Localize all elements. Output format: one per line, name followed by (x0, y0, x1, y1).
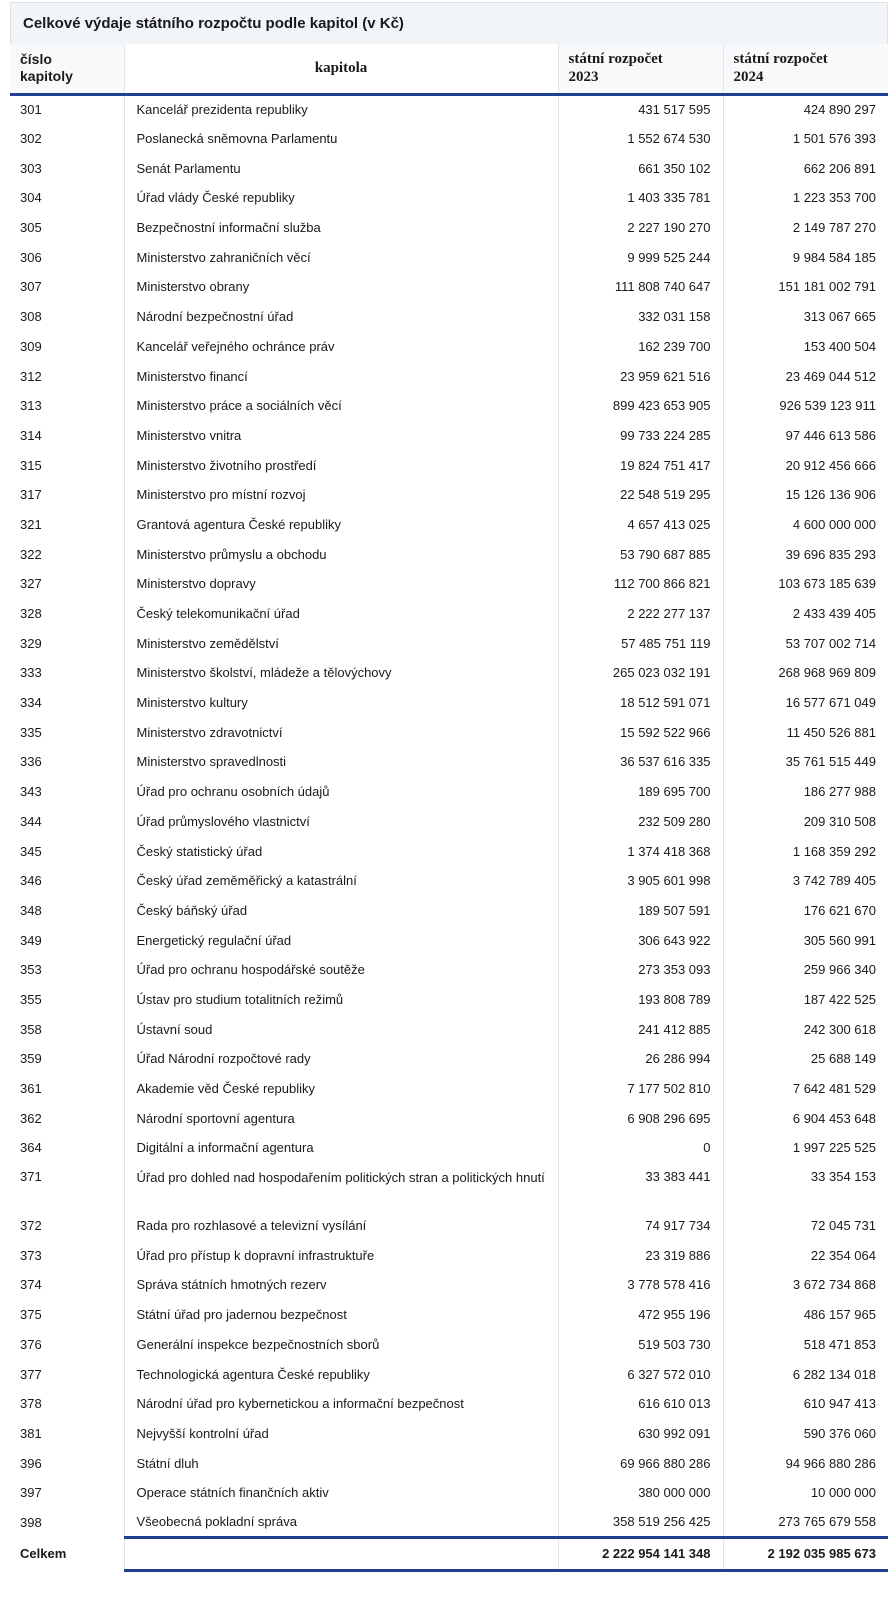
budget-2023-cell: 358 519 256 425 (558, 1508, 723, 1538)
chapter-number-cell: 349 (20, 932, 42, 948)
budget-2024-cell: 209 310 508 (723, 807, 888, 837)
chapter-name-cell: Poslanecká sněmovna Parlamentu (124, 124, 558, 154)
table-row (10, 183, 888, 213)
budget-2023-cell: 69 966 880 286 (558, 1448, 723, 1478)
budget-2023-cell: 241 412 885 (558, 1014, 723, 1044)
chapter-number-cell: 314 (20, 427, 42, 443)
budget-2024-cell: 268 968 969 809 (723, 658, 888, 688)
table-row (10, 361, 888, 391)
chapter-name-cell: Všeobecná pokladní správa (124, 1508, 558, 1538)
budget-2023-cell: 193 808 789 (558, 985, 723, 1015)
table-row (10, 124, 888, 154)
table-row (10, 1240, 888, 1270)
budget-2023-cell: 519 503 730 (558, 1330, 723, 1360)
budget-2023-cell: 332 031 158 (558, 302, 723, 332)
budget-2023-cell: 111 808 740 647 (558, 272, 723, 302)
budget-2023-cell: 273 353 093 (558, 955, 723, 985)
table-row (10, 717, 888, 747)
budget-2023-cell: 18 512 591 071 (558, 688, 723, 718)
chapter-number-cell: 309 (20, 338, 42, 354)
table-row (10, 1163, 888, 1211)
table-row (10, 896, 888, 926)
budget-2023-cell: 189 507 591 (558, 896, 723, 926)
budget-2023-cell: 899 423 653 905 (558, 391, 723, 421)
chapter-name-cell: Úřad pro ochranu hospodářské soutěže (124, 955, 558, 985)
header-chapter-number-line1: číslo (20, 51, 52, 68)
chapter-number-cell: 398 (20, 1514, 42, 1530)
chapter-name-cell: Národní úřad pro kybernetickou a informační bezpečnost (124, 1389, 558, 1419)
budget-2024-cell: 23 469 044 512 (723, 361, 888, 391)
chapter-number-cell: 372 (20, 1218, 42, 1234)
budget-2023-cell: 57 485 751 119 (558, 628, 723, 658)
chapter-name-cell: Energetický regulační úřad (124, 925, 558, 955)
budget-2023-cell: 265 023 032 191 (558, 658, 723, 688)
budget-2024-cell: 16 577 671 049 (723, 688, 888, 718)
chapter-number-cell: 336 (20, 754, 42, 770)
chapter-number-cell: 358 (20, 1021, 42, 1037)
table-row (10, 1448, 888, 1478)
budget-2024-cell: 662 206 891 (723, 153, 888, 183)
chapter-number-cell: 306 (20, 249, 42, 265)
header-chapter-number (10, 44, 124, 94)
budget-2024-cell: 11 450 526 881 (723, 717, 888, 747)
chapter-name-cell: Ministerstvo zemědělství (124, 628, 558, 658)
budget-2023-cell: 6 908 296 695 (558, 1103, 723, 1133)
table-row (10, 272, 888, 302)
chapter-name-cell: Státní úřad pro jadernou bezpečnost (124, 1300, 558, 1330)
chapter-number-cell: 343 (20, 784, 42, 800)
chapter-name-cell: Generální inspekce bezpečnostních sborů (124, 1330, 558, 1360)
budget-2024-cell: 4 600 000 000 (723, 510, 888, 540)
chapter-number-cell: 312 (20, 368, 42, 384)
chapter-name-cell: Český úřad zeměměřický a katastrální (124, 866, 558, 896)
header-row (10, 44, 888, 94)
chapter-name-cell: Digitální a informační agentura (124, 1133, 558, 1163)
budget-2023-cell: 2 222 277 137 (558, 599, 723, 629)
total-label: Celkem (20, 1546, 67, 1562)
budget-table (10, 44, 888, 1572)
table-row (10, 421, 888, 451)
table-row (10, 1211, 888, 1241)
chapter-number-cell: 359 (20, 1051, 42, 1067)
budget-2024-cell: 103 673 185 639 (723, 569, 888, 599)
budget-2024-cell: 20 912 456 666 (723, 450, 888, 480)
budget-2024-cell: 273 765 679 558 (723, 1508, 888, 1538)
chapter-number-cell: 304 (20, 190, 42, 206)
budget-2024-cell: 610 947 413 (723, 1389, 888, 1419)
chapter-name-cell: Úřad Národní rozpočtové rady (124, 1044, 558, 1074)
chapter-name-cell: Ministerstvo financí (124, 361, 558, 391)
budget-2023-cell: 33 383 441 (558, 1163, 723, 1211)
budget-2024-cell: 3 672 734 868 (723, 1270, 888, 1300)
chapter-name-cell: Ministerstvo pro místní rozvoj (124, 480, 558, 510)
chapter-name-cell: Ústavní soud (124, 1014, 558, 1044)
budget-2024-cell: 153 400 504 (723, 332, 888, 362)
chapter-name-cell: Akademie věd České republiky (124, 1074, 558, 1104)
chapter-name-cell: Správa státních hmotných rezerv (124, 1270, 558, 1300)
table-row (10, 866, 888, 896)
table-row (10, 1359, 888, 1389)
table-row (10, 1044, 888, 1074)
budget-2024-cell: 53 707 002 714 (723, 628, 888, 658)
chapter-name-cell: Ministerstvo práce a sociálních věcí (124, 391, 558, 421)
budget-2024-cell: 1 997 225 525 (723, 1133, 888, 1163)
chapter-number-cell: 322 (20, 546, 42, 562)
budget-2024-cell: 313 067 665 (723, 302, 888, 332)
header-budget-2024-line1: státní rozpočet (733, 51, 828, 68)
chapter-number-cell: 348 (20, 902, 42, 918)
chapter-number-cell: 302 (20, 131, 42, 147)
chapter-number-cell: 308 (20, 309, 42, 325)
table-row (10, 628, 888, 658)
budget-2023-cell: 472 955 196 (558, 1300, 723, 1330)
table-row (10, 242, 888, 272)
budget-2023-cell: 74 917 734 (558, 1211, 723, 1241)
budget-2024-cell: 590 376 060 (723, 1419, 888, 1449)
chapter-number-cell: 313 (20, 398, 42, 414)
total-2023: 2 222 954 141 348 (558, 1537, 723, 1570)
budget-2023-cell: 661 350 102 (558, 153, 723, 183)
budget-2023-cell: 189 695 700 (558, 777, 723, 807)
chapter-name-cell: Bezpečnostní informační služba (124, 213, 558, 243)
table-body (10, 94, 888, 1537)
chapter-name-cell: Kancelář prezidenta republiky (124, 94, 558, 124)
budget-2024-cell: 186 277 988 (723, 777, 888, 807)
chapter-number-cell: 377 (20, 1366, 42, 1382)
chapter-number-cell: 334 (20, 695, 42, 711)
budget-2023-cell: 0 (558, 1133, 723, 1163)
chapter-number-cell: 355 (20, 991, 42, 1007)
budget-2023-cell: 431 517 595 (558, 94, 723, 124)
budget-2023-cell: 1 403 335 781 (558, 183, 723, 213)
chapter-number-cell: 371 (20, 1168, 42, 1184)
budget-2024-cell: 1 168 359 292 (723, 836, 888, 866)
chapter-name-cell: Úřad pro dohled nad hospodařením politických stran a politických hnutí (124, 1163, 558, 1211)
table-title: Celkové výdaje státního rozpočtu podle kapitol (v Kč) (10, 2, 888, 44)
chapter-name-cell: Kancelář veřejného ochránce práv (124, 332, 558, 362)
budget-2024-cell: 6 904 453 648 (723, 1103, 888, 1133)
chapter-number-cell: 375 (20, 1307, 42, 1323)
chapter-number-cell: 353 (20, 962, 42, 978)
budget-table-container (10, 2, 888, 1572)
header-budget-2023 (558, 44, 723, 94)
table-row (10, 539, 888, 569)
header-budget-2023-line1: státní rozpočet (568, 51, 663, 68)
budget-2024-cell: 33 354 153 (723, 1163, 888, 1211)
budget-2023-cell: 53 790 687 885 (558, 539, 723, 569)
chapter-name-cell: Ministerstvo obrany (124, 272, 558, 302)
budget-2023-cell: 3 778 578 416 (558, 1270, 723, 1300)
table-row (10, 1270, 888, 1300)
budget-2023-cell: 26 286 994 (558, 1044, 723, 1074)
budget-2024-cell: 15 126 136 906 (723, 480, 888, 510)
chapter-number-cell: 307 (20, 279, 42, 295)
budget-2024-cell: 25 688 149 (723, 1044, 888, 1074)
budget-2024-cell: 926 539 123 911 (723, 391, 888, 421)
table-row (10, 510, 888, 540)
chapter-number-cell: 315 (20, 457, 42, 473)
budget-2023-cell: 7 177 502 810 (558, 1074, 723, 1104)
budget-2024-cell: 7 642 481 529 (723, 1074, 888, 1104)
chapter-name-cell: Ministerstvo vnitra (124, 421, 558, 451)
chapter-number-cell: 361 (20, 1081, 42, 1097)
budget-2023-cell: 1 552 674 530 (558, 124, 723, 154)
chapter-number-cell: 305 (20, 220, 42, 236)
budget-2024-cell: 6 282 134 018 (723, 1359, 888, 1389)
chapter-name-cell: Ministerstvo zdravotnictví (124, 717, 558, 747)
table-row (10, 747, 888, 777)
chapter-name-cell: Úřad vlády České republiky (124, 183, 558, 213)
table-row (10, 153, 888, 183)
budget-2023-cell: 4 657 413 025 (558, 510, 723, 540)
table-row (10, 1014, 888, 1044)
table-row (10, 1330, 888, 1360)
chapter-name-cell: Národní bezpečnostní úřad (124, 302, 558, 332)
budget-2023-cell: 36 537 616 335 (558, 747, 723, 777)
chapter-name-cell: Nejvyšší kontrolní úřad (124, 1419, 558, 1449)
table-row (10, 777, 888, 807)
budget-2024-cell: 187 422 525 (723, 985, 888, 1015)
table-row (10, 213, 888, 243)
chapter-number-cell: 303 (20, 160, 42, 176)
budget-2023-cell: 616 610 013 (558, 1389, 723, 1419)
budget-2024-cell: 259 966 340 (723, 955, 888, 985)
chapter-name-cell: Úřad pro přístup k dopravní infrastruktuře (124, 1240, 558, 1270)
chapter-name-cell: Ministerstvo dopravy (124, 569, 558, 599)
table-row (10, 925, 888, 955)
budget-2023-cell: 1 374 418 368 (558, 836, 723, 866)
table-row (10, 1074, 888, 1104)
chapter-number-cell: 396 (20, 1455, 42, 1471)
chapter-name-cell: Český telekomunikační úřad (124, 599, 558, 629)
chapter-name-cell: Ministerstvo kultury (124, 688, 558, 718)
chapter-number-cell: 345 (20, 843, 42, 859)
budget-2024-cell: 10 000 000 (723, 1478, 888, 1508)
chapter-number-cell: 346 (20, 873, 42, 889)
chapter-number-cell: 373 (20, 1247, 42, 1263)
budget-2023-cell: 6 327 572 010 (558, 1359, 723, 1389)
budget-2024-cell: 94 966 880 286 (723, 1448, 888, 1478)
header-budget-2023-line2: 2023 (568, 69, 599, 86)
header-chapter-number-line2: kapitoly (20, 68, 73, 85)
chapter-name-cell: Český statistický úřad (124, 836, 558, 866)
budget-2024-cell: 39 696 835 293 (723, 539, 888, 569)
budget-2024-cell: 424 890 297 (723, 94, 888, 124)
chapter-name-cell: Úřad průmyslového vlastnictví (124, 807, 558, 837)
budget-2024-cell: 1 223 353 700 (723, 183, 888, 213)
table-row (10, 1103, 888, 1133)
chapter-name-cell: Technologická agentura České republiky (124, 1359, 558, 1389)
table-row (10, 302, 888, 332)
budget-2024-cell: 2 433 439 405 (723, 599, 888, 629)
table-row (10, 1419, 888, 1449)
chapter-number-cell: 376 (20, 1336, 42, 1352)
header-budget-2024-line2: 2024 (733, 69, 764, 86)
chapter-number-cell: 378 (20, 1396, 42, 1412)
chapter-name-cell: Rada pro rozhlasové a televizní vysílání (124, 1211, 558, 1241)
budget-2023-cell: 99 733 224 285 (558, 421, 723, 451)
budget-2023-cell: 23 319 886 (558, 1240, 723, 1270)
chapter-name-cell: Ministerstvo průmyslu a obchodu (124, 539, 558, 569)
budget-2023-cell: 3 905 601 998 (558, 866, 723, 896)
table-row (10, 569, 888, 599)
chapter-name-cell: Národní sportovní agentura (124, 1103, 558, 1133)
chapter-name-cell: Operace státních finančních aktiv (124, 1478, 558, 1508)
table-row (10, 1389, 888, 1419)
chapter-name-cell: Ministerstvo školství, mládeže a tělovýchovy (124, 658, 558, 688)
budget-2024-cell: 2 149 787 270 (723, 213, 888, 243)
chapter-name-cell: Ministerstvo životního prostředí (124, 450, 558, 480)
table-row (10, 391, 888, 421)
budget-2023-cell: 22 548 519 295 (558, 480, 723, 510)
chapter-number-cell: 364 (20, 1140, 42, 1156)
chapter-number-cell: 301 (20, 102, 42, 118)
budget-2024-cell: 176 621 670 (723, 896, 888, 926)
budget-2023-cell: 306 643 922 (558, 925, 723, 955)
budget-2023-cell: 380 000 000 (558, 1478, 723, 1508)
budget-2024-cell: 242 300 618 (723, 1014, 888, 1044)
total-empty-cell (124, 1537, 558, 1570)
table-row (10, 807, 888, 837)
budget-2024-cell: 22 354 064 (723, 1240, 888, 1270)
budget-2024-cell: 305 560 991 (723, 925, 888, 955)
budget-2023-cell: 232 509 280 (558, 807, 723, 837)
table-row (10, 658, 888, 688)
budget-2023-cell: 2 227 190 270 (558, 213, 723, 243)
table-row (10, 836, 888, 866)
budget-2023-cell: 112 700 866 821 (558, 569, 723, 599)
budget-2024-cell: 3 742 789 405 (723, 866, 888, 896)
table-row (10, 1478, 888, 1508)
budget-2023-cell: 162 239 700 (558, 332, 723, 362)
chapter-name-cell: Český báňský úřad (124, 896, 558, 926)
table-row (10, 450, 888, 480)
table-row (10, 1300, 888, 1330)
budget-2023-cell: 9 999 525 244 (558, 242, 723, 272)
chapter-number-cell: 328 (20, 606, 42, 622)
chapter-number-cell: 327 (20, 576, 42, 592)
total-2024: 2 192 035 985 673 (723, 1537, 888, 1570)
budget-2024-cell: 151 181 002 791 (723, 272, 888, 302)
chapter-number-cell: 333 (20, 665, 42, 681)
budget-2023-cell: 630 992 091 (558, 1419, 723, 1449)
chapter-number-cell: 335 (20, 724, 42, 740)
budget-2024-cell: 9 984 584 185 (723, 242, 888, 272)
header-budget-2024 (723, 44, 888, 94)
chapter-number-cell: 374 (20, 1277, 42, 1293)
chapter-name-cell: Ministerstvo spravedlnosti (124, 747, 558, 777)
header-chapter: kapitola (124, 44, 558, 94)
budget-2024-cell: 486 157 965 (723, 1300, 888, 1330)
total-row (10, 1537, 888, 1570)
table-row (10, 599, 888, 629)
chapter-number-cell: 381 (20, 1425, 42, 1441)
table-row (10, 480, 888, 510)
chapter-number-cell: 317 (20, 487, 42, 503)
chapter-name-cell: Úřad pro ochranu osobních údajů (124, 777, 558, 807)
table-row (10, 985, 888, 1015)
chapter-name-cell: Ústav pro studium totalitních režimů (124, 985, 558, 1015)
budget-2023-cell: 23 959 621 516 (558, 361, 723, 391)
budget-2024-cell: 518 471 853 (723, 1330, 888, 1360)
chapter-name-cell: Ministerstvo zahraničních věcí (124, 242, 558, 272)
chapter-number-cell: 397 (20, 1485, 42, 1501)
chapter-name-cell: Senát Parlamentu (124, 153, 558, 183)
table-row (10, 1508, 888, 1538)
table-row (10, 1133, 888, 1163)
chapter-number-cell: 344 (20, 813, 42, 829)
table-row (10, 955, 888, 985)
chapter-number-cell: 321 (20, 516, 42, 532)
chapter-name-cell: Grantová agentura České republiky (124, 510, 558, 540)
budget-2024-cell: 72 045 731 (723, 1211, 888, 1241)
chapter-name-cell: Státní dluh (124, 1448, 558, 1478)
table-row (10, 688, 888, 718)
budget-2023-cell: 15 592 522 966 (558, 717, 723, 747)
table-row (10, 94, 888, 124)
budget-2024-cell: 1 501 576 393 (723, 124, 888, 154)
chapter-number-cell: 329 (20, 635, 42, 651)
budget-2024-cell: 97 446 613 586 (723, 421, 888, 451)
chapter-number-cell: 362 (20, 1110, 42, 1126)
budget-2024-cell: 35 761 515 449 (723, 747, 888, 777)
table-row (10, 332, 888, 362)
budget-2023-cell: 19 824 751 417 (558, 450, 723, 480)
